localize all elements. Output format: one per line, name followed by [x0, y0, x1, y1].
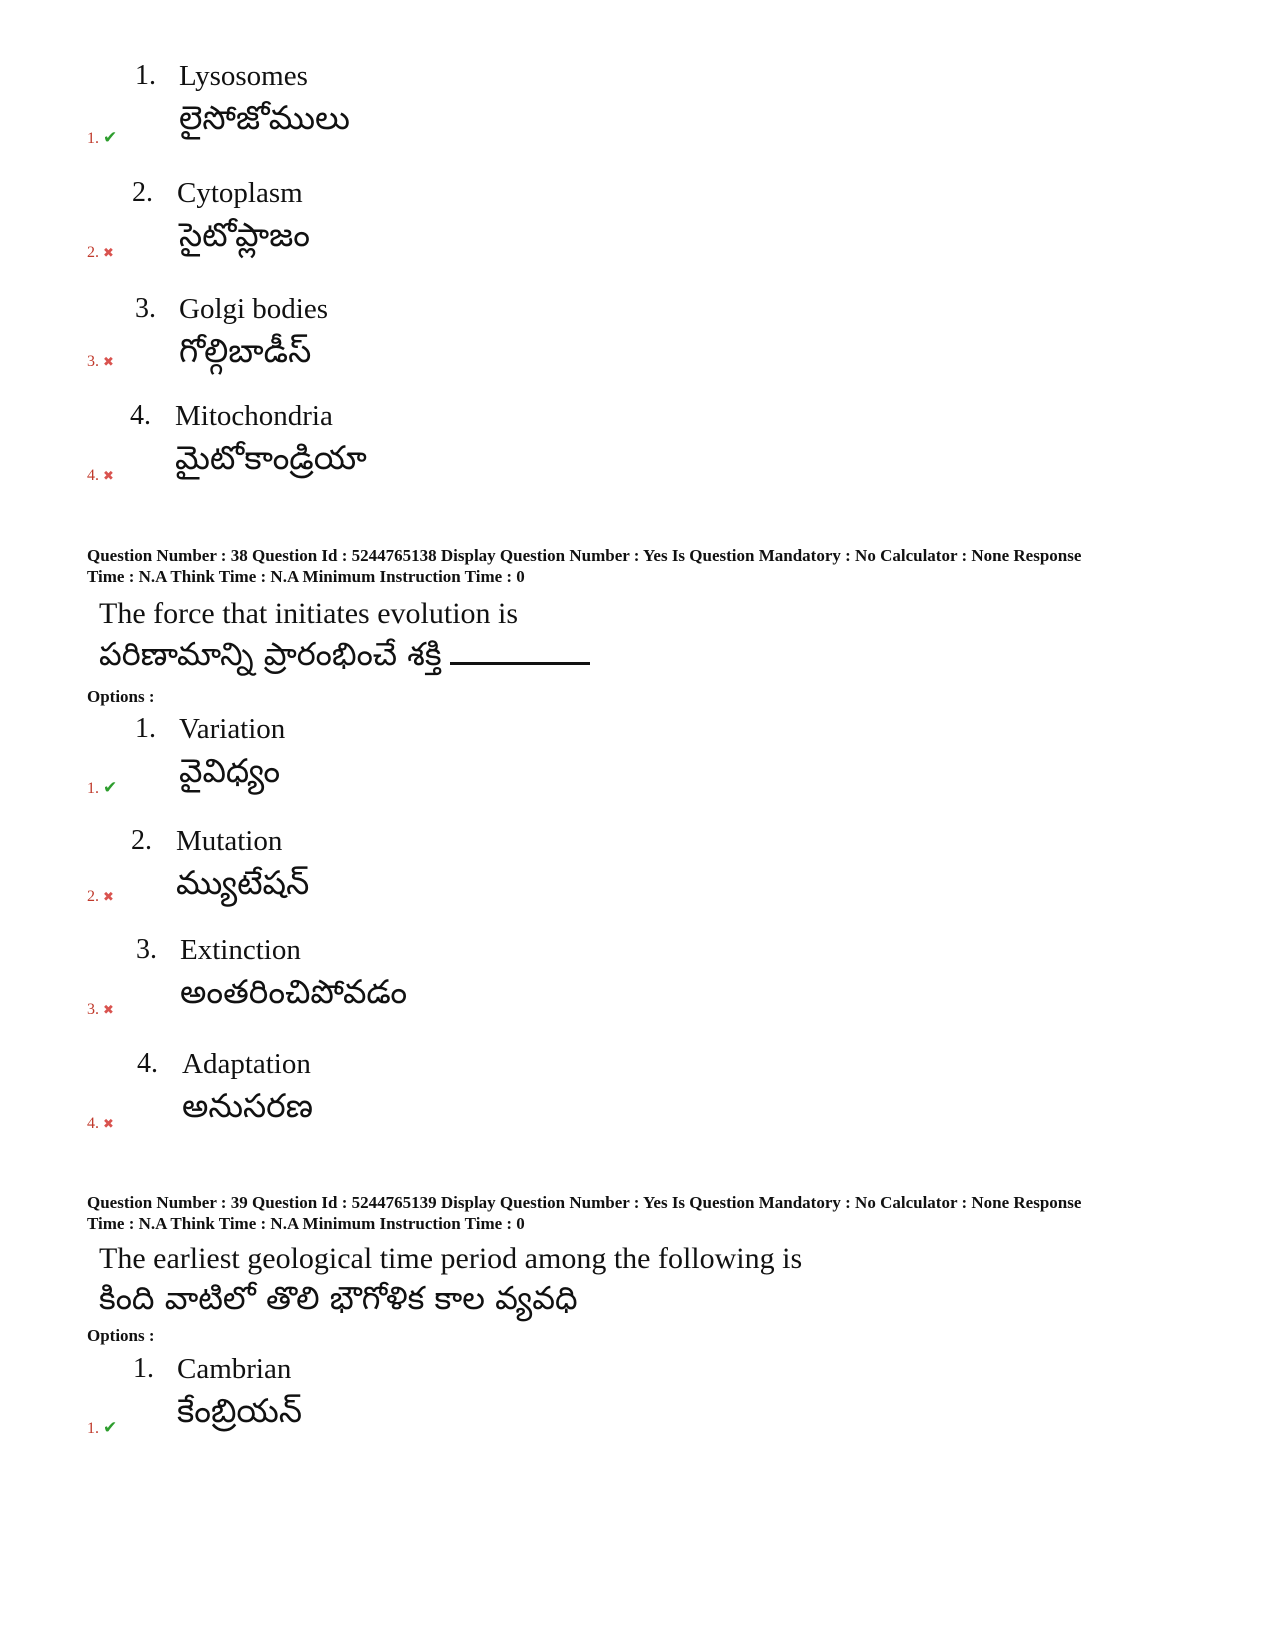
- question-38-meta: [87, 545, 1207, 587]
- check-icon: ✔: [103, 128, 118, 148]
- answer-marker-number: 1.: [87, 780, 99, 797]
- answer-marker-number: 3.: [87, 353, 99, 370]
- options-label: Options :: [87, 1326, 155, 1345]
- answer-marker: [87, 1001, 114, 1019]
- answer-marker: [87, 353, 114, 371]
- answer-marker: [87, 1418, 117, 1438]
- question-meta-line: Question Number : 38 Question Id : 5244765138 Display Question Number : Yes Is Question Mandatory : No Calculator : None Response: [87, 546, 1082, 565]
- option-text-english: Adaptation: [182, 1048, 311, 1080]
- option-block: [0, 1353, 900, 1463]
- answer-marker: [87, 778, 117, 798]
- answer-marker-number: 4.: [87, 1115, 99, 1132]
- cross-icon: ✖: [103, 1117, 114, 1132]
- option-text-telugu: గోల్గిబాడీస్: [179, 331, 312, 370]
- question-meta-line: Time : N.A Think Time : N.A Minimum Instruction Time : 0: [87, 567, 525, 586]
- check-icon: ✔: [103, 1418, 118, 1438]
- answer-marker-number: 3.: [87, 1001, 99, 1018]
- question-38-text-english: The force that initiates evolution is: [99, 597, 519, 630]
- option-text-english: Golgi bodies: [179, 293, 329, 325]
- question-39-text-english: The earliest geological time period among the following is: [99, 1242, 803, 1275]
- answer-marker: [87, 128, 117, 148]
- answer-marker-number: 4.: [87, 467, 99, 484]
- option-text-telugu: సైటోప్లాజం: [179, 215, 311, 254]
- option-block: [0, 60, 900, 170]
- option-block: [0, 934, 900, 1044]
- answer-marker: [87, 1115, 114, 1133]
- option-number: 4.: [130, 400, 151, 431]
- option-block: [0, 713, 900, 823]
- option-number: 1.: [135, 60, 156, 91]
- answer-marker-number: 2.: [87, 244, 99, 261]
- question-text-telugu: పరిణామాన్ని ప్రారంభించే శక్తి: [99, 635, 442, 673]
- cross-icon: ✖: [103, 890, 114, 905]
- option-text-english: Mitochondria: [175, 400, 333, 432]
- option-number: 4.: [137, 1048, 158, 1079]
- option-number: 3.: [135, 293, 156, 324]
- option-text-telugu: కేంబ్రియన్: [177, 1391, 303, 1430]
- options-label: Options :: [87, 687, 155, 706]
- option-text-english: Extinction: [180, 934, 301, 966]
- question-meta-line: Time : N.A Think Time : N.A Minimum Instruction Time : 0: [87, 1214, 525, 1233]
- question-meta-line: Question Number : 39 Question Id : 5244765139 Display Question Number : Yes Is Question Mandatory : No Calculator : None Response: [87, 1193, 1082, 1212]
- answer-marker: [87, 244, 114, 262]
- answer-marker-number: 2.: [87, 888, 99, 905]
- option-text-english: Mutation: [176, 825, 283, 857]
- option-text-telugu: లైసోజోములు: [179, 98, 350, 137]
- answer-marker: [87, 888, 114, 906]
- question-39-text-telugu: కింది వాటిలో తొలి భౌగోళిక కాల వ్యవధి: [99, 1279, 578, 1317]
- check-icon: ✔: [103, 778, 118, 798]
- answer-marker: [87, 467, 114, 485]
- question-39-meta: [87, 1192, 1207, 1234]
- option-text-telugu: మ్యుటేషన్: [176, 863, 310, 902]
- option-number: 1.: [133, 1353, 154, 1384]
- option-number: 1.: [135, 713, 156, 744]
- option-block: [0, 293, 900, 403]
- cross-icon: ✖: [103, 469, 114, 484]
- answer-marker-number: 1.: [87, 1420, 99, 1437]
- option-text-english: Cambrian: [177, 1353, 292, 1385]
- option-text-english: Variation: [179, 713, 286, 745]
- option-text-telugu: వైవిధ్యం: [179, 751, 281, 790]
- option-text-telugu: అనుసరణ: [182, 1086, 313, 1125]
- option-text-telugu: అంతరించిపోవడం: [180, 972, 408, 1011]
- cross-icon: ✖: [103, 246, 114, 261]
- option-text-telugu: మైటోకాండ్రియా: [175, 438, 367, 477]
- option-number: 2.: [131, 825, 152, 856]
- option-number: 3.: [136, 934, 157, 965]
- cross-icon: ✖: [103, 355, 114, 370]
- question-38-text-telugu: [99, 634, 590, 681]
- option-block: [0, 400, 900, 510]
- option-block: [0, 1048, 900, 1158]
- option-text-english: Lysosomes: [179, 60, 308, 92]
- answer-marker-number: 1.: [87, 130, 99, 147]
- fill-in-blank-line: [450, 634, 590, 665]
- option-text-english: Cytoplasm: [177, 177, 303, 209]
- cross-icon: ✖: [103, 1003, 114, 1018]
- option-block: [0, 177, 900, 287]
- option-block: [0, 825, 900, 935]
- option-number: 2.: [132, 177, 153, 208]
